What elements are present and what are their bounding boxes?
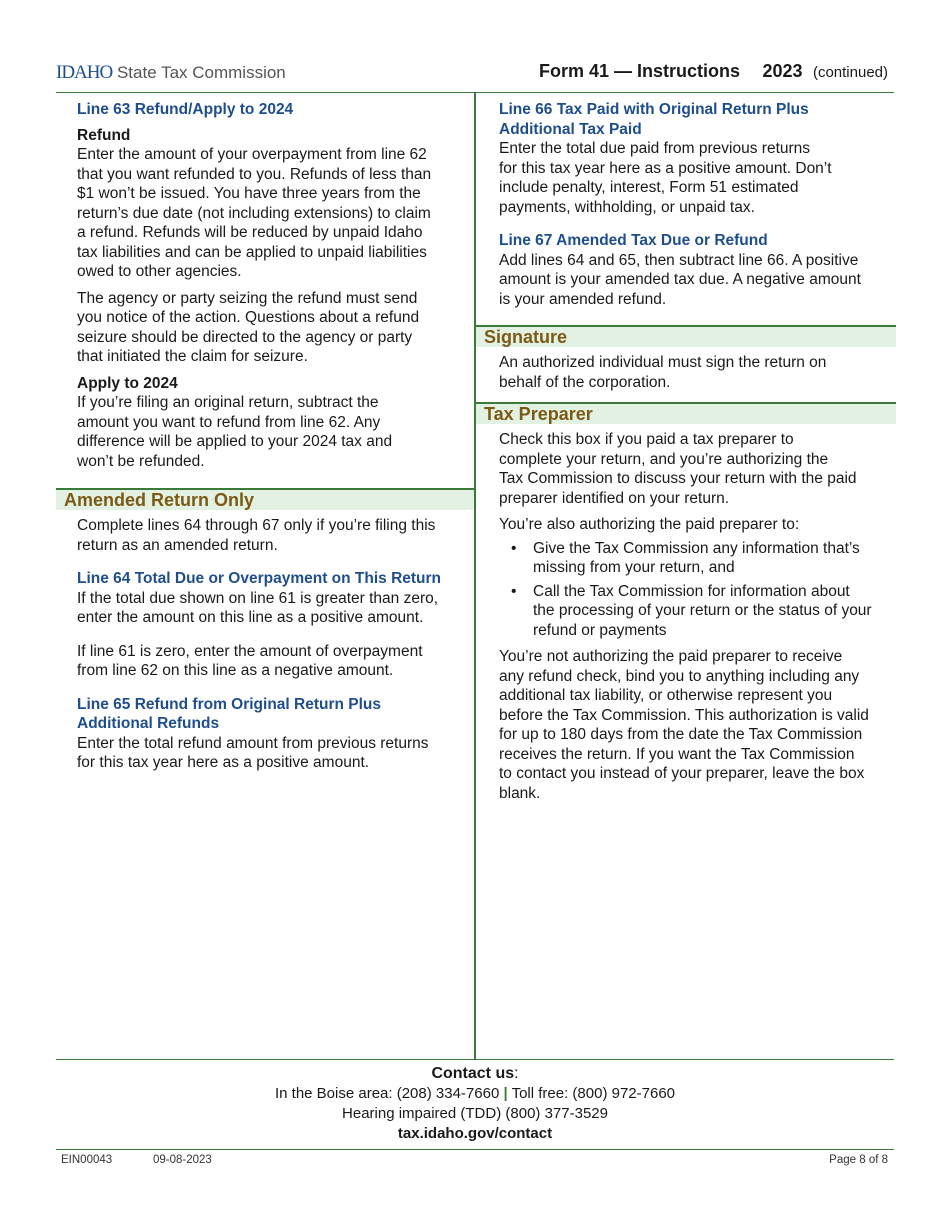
bullet-icon: • xyxy=(511,539,517,557)
title-line: Additional Refunds xyxy=(77,715,220,732)
idaho-logo xyxy=(56,62,286,84)
text-line: Enter the amount of your overpayment from line 62 xyxy=(77,146,427,163)
line65-title xyxy=(77,695,466,734)
tdd-phone: Hearing impaired (TDD) (800) 377-3529 xyxy=(342,1105,608,1122)
signature-heading: Signature xyxy=(476,325,896,347)
text-line: complete your return, and you’re authorizing the xyxy=(499,450,829,468)
amended-section xyxy=(56,510,474,773)
text-line: Call the Tax Commission for information about xyxy=(533,582,850,600)
preparer-paragraph-2: You’re also authorizing the paid preparer to: xyxy=(499,516,800,533)
text-line: amount you want to refund from line 62. Any xyxy=(77,413,381,431)
authorization-list xyxy=(499,539,890,641)
line63-title: Line 63 Refund/Apply to 2024 xyxy=(77,101,294,118)
text-line: preparer identified on your return. xyxy=(499,489,730,507)
text-line: that initiated the claim for seizure. xyxy=(77,348,308,365)
text-line: owed to other agencies. xyxy=(77,263,242,280)
text-line: Tax Commission to discuss your return with the paid xyxy=(499,470,857,487)
bullet-icon: • xyxy=(511,582,517,600)
form-year: 2023 xyxy=(762,61,803,81)
line66-title xyxy=(499,100,890,139)
line64-title: Line 64 Total Due or Overpayment on This Return xyxy=(77,570,442,587)
text-line: include penalty, interest, Form 51 estimated xyxy=(499,179,799,196)
preparer-paragraph-1 xyxy=(499,430,890,508)
text-line: for this tax year here as a positive amount. Don’t xyxy=(499,159,832,177)
logo-idaho-text: IDAHO xyxy=(56,62,113,83)
page-number: Page 8 of 8 xyxy=(829,1154,888,1166)
refund-paragraph xyxy=(77,145,466,282)
text-line: If you’re filing an original return, subtract the xyxy=(77,394,379,411)
apply-paragraph xyxy=(77,393,466,471)
text-line: blank. xyxy=(499,784,541,802)
text-line: difference will be applied to your 2024 tax and xyxy=(77,433,393,450)
logo-commission-text: State Tax Commission xyxy=(116,63,286,82)
footer-bottom-rule xyxy=(56,1149,894,1150)
line66-67-section xyxy=(476,92,896,309)
text-line: a refund. Refunds will be reduced by unpaid Idaho xyxy=(77,224,423,241)
title-line: Line 66 Tax Paid with Original Return Plus xyxy=(499,101,809,118)
text-line: for this tax year here as a positive amount. xyxy=(77,754,370,771)
amended-intro xyxy=(77,516,466,555)
text-line: You’re not authorizing the paid preparer to receive xyxy=(499,648,843,665)
text-line: Complete lines 64 through 67 only if you’re filing this xyxy=(77,517,436,534)
text-line: for up to 180 days from the date the Tax Commission xyxy=(499,726,863,743)
form-title: Form 41 — Instructions xyxy=(538,61,740,81)
signature-section xyxy=(476,347,896,392)
text-line: The agency or party seizing the refund must send xyxy=(77,289,418,307)
text-line: Enter the total due paid from previous returns xyxy=(499,140,811,157)
text-line: behalf of the corporation. xyxy=(499,373,671,391)
amended-section-heading: Amended Return Only xyxy=(56,488,474,510)
text-line: any refund check, bind you to anything including any xyxy=(499,667,860,685)
line67-paragraph xyxy=(499,251,890,310)
text-line: receives the return. If you want the Tax Commission xyxy=(499,745,855,763)
text-line: return’s due date (not including extensions) to claim xyxy=(77,204,431,222)
text-line: Enter the total refund amount from previous returns xyxy=(77,734,429,752)
tax-preparer-section xyxy=(476,424,896,803)
title-line: Line 65 Refund from Original Return Plus xyxy=(77,695,382,713)
signature-paragraph xyxy=(499,353,890,392)
text-line: you notice of the action. Questions about a refund xyxy=(77,309,420,326)
line66-paragraph xyxy=(499,139,890,217)
text-line: missing from your return, and xyxy=(533,559,735,576)
line63-section xyxy=(56,92,474,471)
list-item xyxy=(499,582,890,641)
text-line: enter the amount on this line as a positive amount. xyxy=(77,609,424,626)
text-line: payments, withholding, or unpaid tax. xyxy=(499,198,755,216)
text-line: seizure should be directed to the agency or party xyxy=(77,328,413,346)
text-line: additional tax liability, or otherwise represent you xyxy=(499,687,833,704)
tollfree-phone: Toll free: (800) 972-7660 xyxy=(511,1085,676,1102)
continued-label: (continued) xyxy=(812,64,888,81)
left-column xyxy=(56,92,474,773)
line64-paragraph-1 xyxy=(77,589,466,628)
line67-title: Line 67 Amended Tax Due or Refund xyxy=(499,232,768,249)
boise-phone: In the Boise area: (208) 334-7660 xyxy=(274,1085,500,1102)
list-item xyxy=(499,539,890,578)
title-line: Additional Tax Paid xyxy=(499,120,642,138)
text-line: the processing of your return or the status of your xyxy=(533,602,872,619)
text-line: $1 won’t be issued. You have three years from the xyxy=(77,185,421,202)
right-column xyxy=(476,92,896,803)
apply-heading: Apply to 2024 xyxy=(77,374,178,392)
contact-colon: : xyxy=(514,1065,519,1082)
phone-line xyxy=(56,1084,894,1104)
text-line: Add lines 64 and 65, then subtract line 66. A positive xyxy=(499,251,859,269)
line64-paragraph-2 xyxy=(77,642,466,681)
revision-date: 09-08-2023 xyxy=(153,1154,212,1166)
text-line: that you want refunded to you. Refunds of less than xyxy=(77,165,432,183)
text-line: An authorized individual must sign the return on xyxy=(499,354,827,371)
separator: | xyxy=(503,1085,508,1102)
text-line: from line 62 on this line as a negative amount. xyxy=(77,662,394,679)
text-line: refund or payments xyxy=(533,621,667,639)
text-line: If line 61 is zero, enter the amount of overpayment xyxy=(77,642,423,660)
form-heading xyxy=(539,61,888,82)
tax-preparer-heading: Tax Preparer xyxy=(476,402,896,424)
seizure-paragraph xyxy=(77,289,466,367)
contact-link[interactable]: tax.idaho.gov/contact xyxy=(397,1125,553,1142)
text-line: Check this box if you paid a tax preparer to xyxy=(499,431,794,448)
text-line: to contact you instead of your preparer, leave the box xyxy=(499,765,865,782)
text-line: before the Tax Commission. This authorization is valid xyxy=(499,706,869,724)
footer-top-rule xyxy=(56,1059,894,1060)
text-line: tax liabilities and can be applied to unpaid liabilities xyxy=(77,243,427,261)
page-header xyxy=(56,56,894,93)
contact-footer xyxy=(56,1064,894,1144)
text-line: won’t be refunded. xyxy=(77,452,205,470)
form-id: EIN00043 xyxy=(61,1154,113,1166)
contact-label: Contact us xyxy=(431,1065,515,1082)
text-line: return as an amended return. xyxy=(77,536,278,554)
line65-paragraph xyxy=(77,734,466,773)
text-line: If the total due shown on line 61 is greater than zero, xyxy=(77,589,439,607)
text-line: Give the Tax Commission any information that’s xyxy=(533,539,860,557)
refund-heading: Refund xyxy=(77,126,131,144)
preparer-paragraph-3 xyxy=(499,647,890,803)
text-line: amount is your amended tax due. A negative amount xyxy=(499,271,861,288)
text-line: is your amended refund. xyxy=(499,290,667,308)
contact-heading xyxy=(56,1064,894,1084)
